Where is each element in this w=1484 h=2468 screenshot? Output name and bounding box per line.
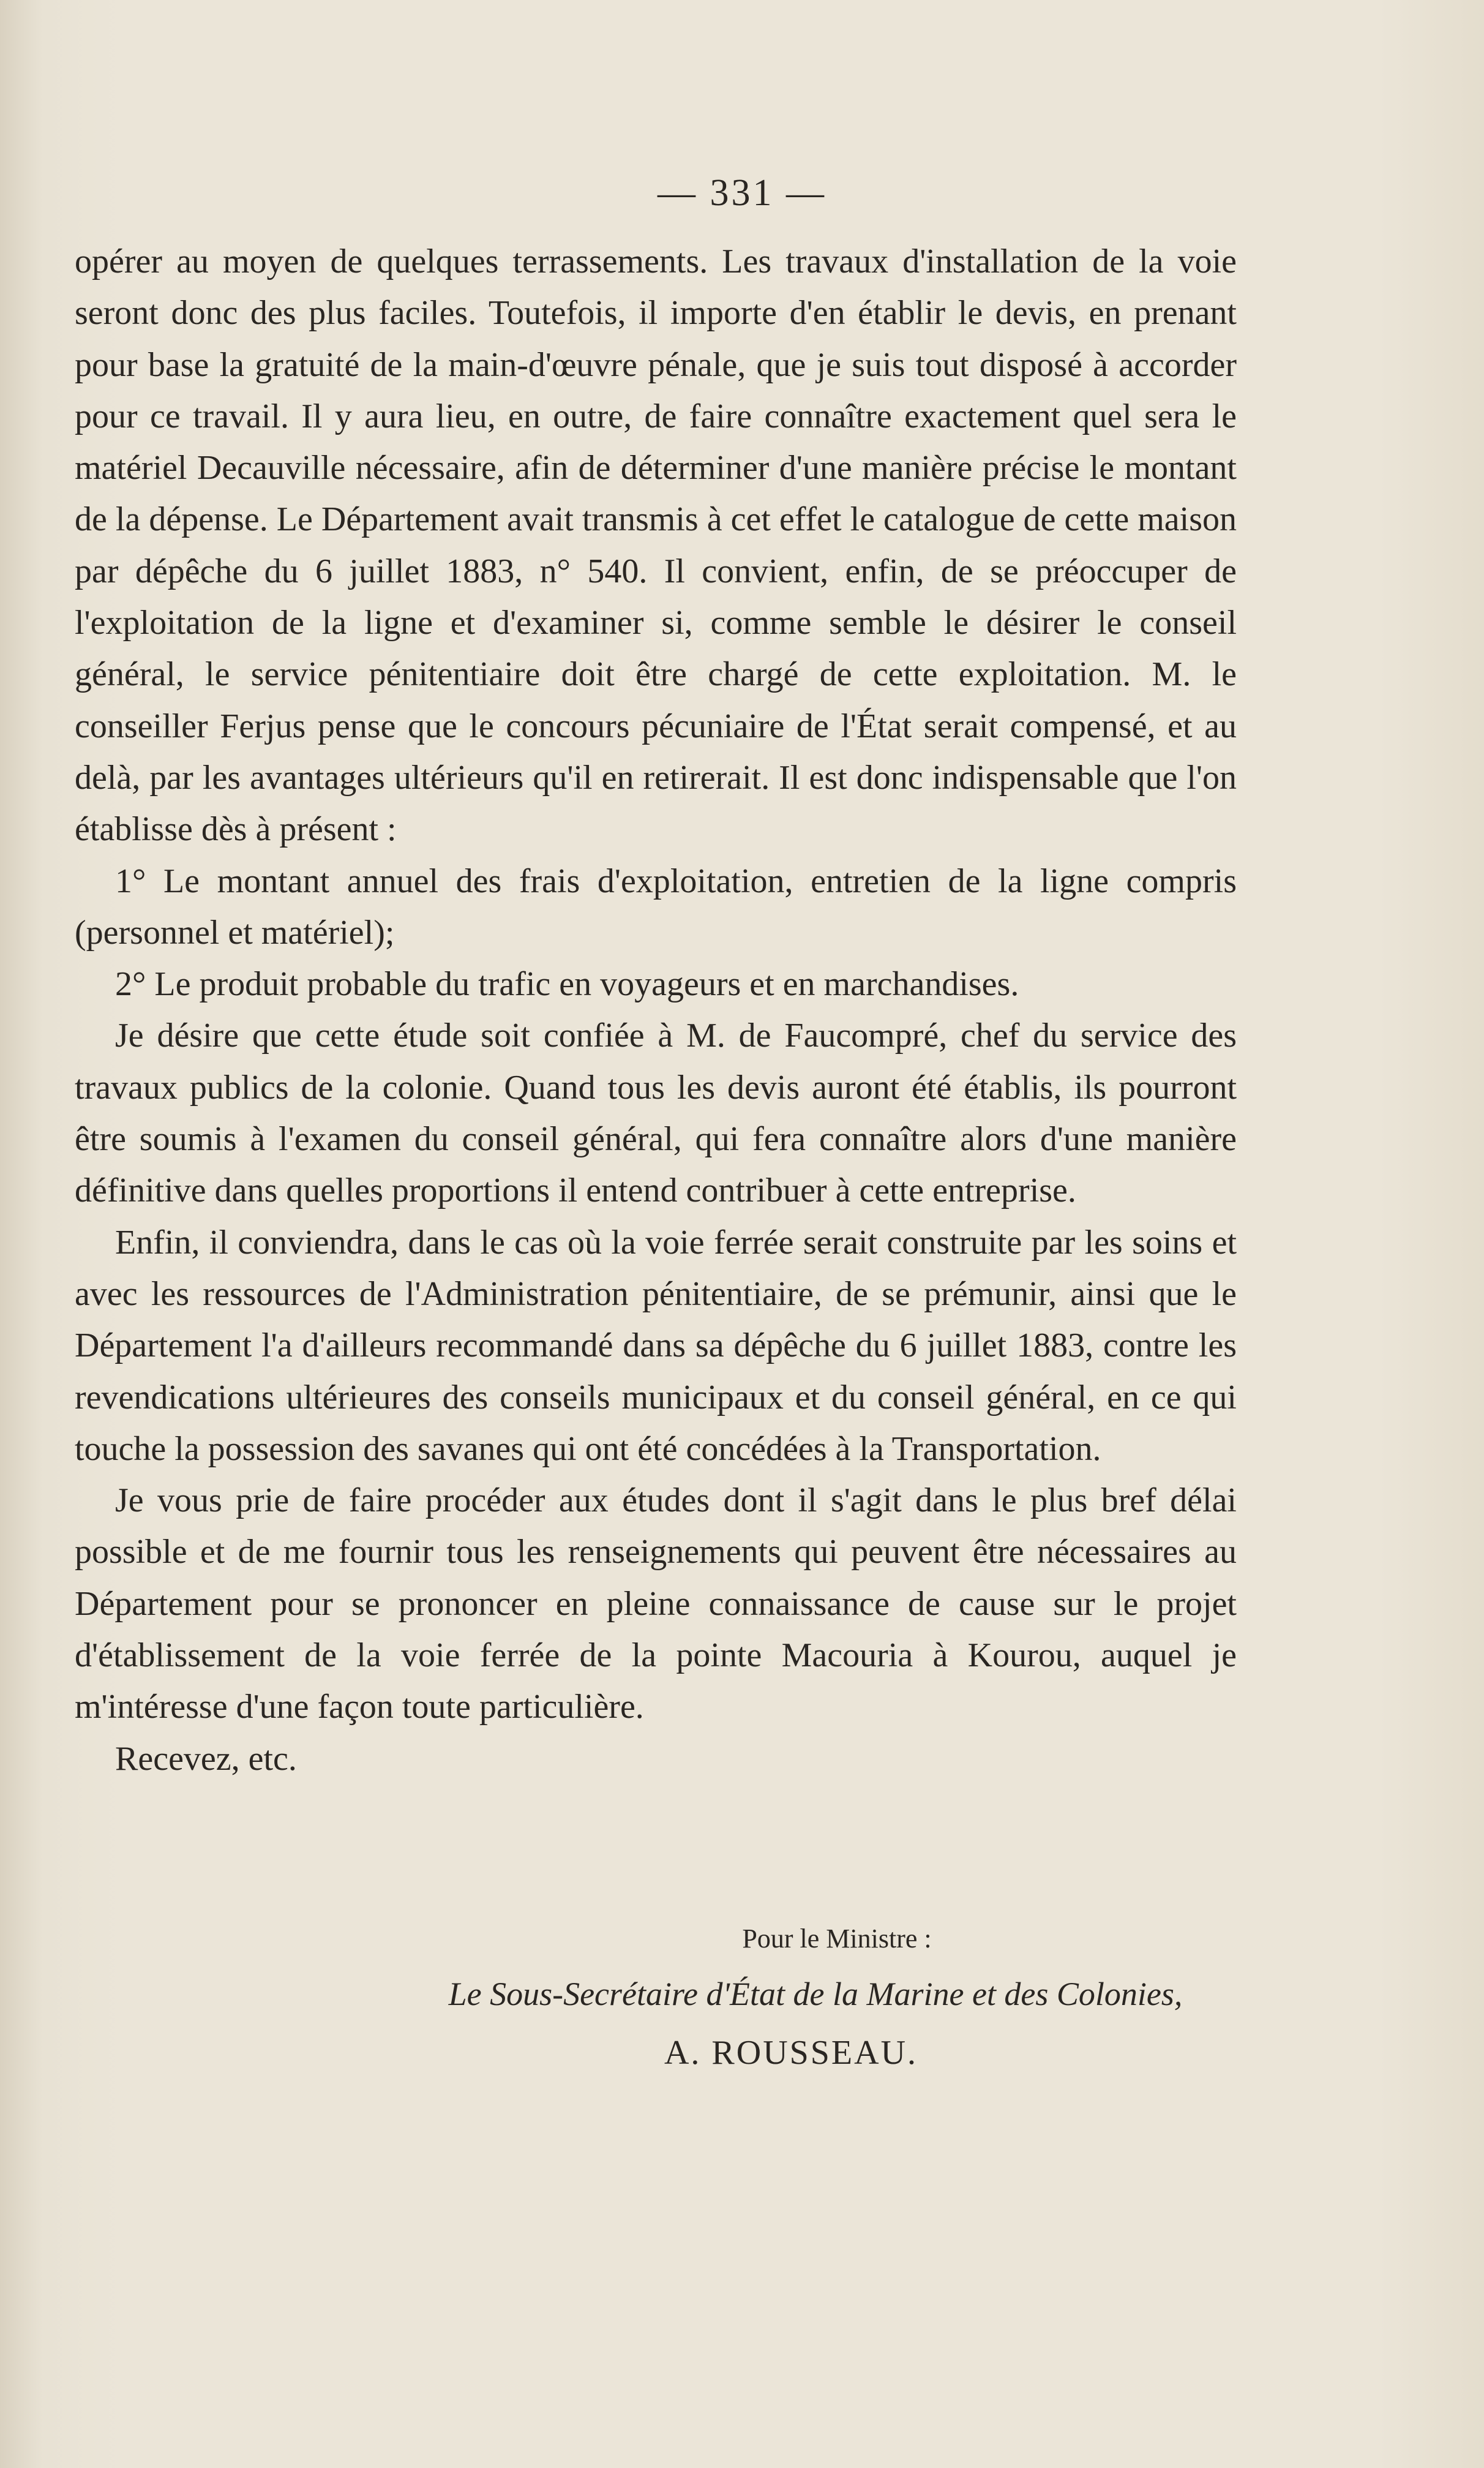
- paragraph-study: Je désire que cette étude soit confiée à M. de Faucompré, chef du service des travaux publics de la colonie. Quand tous les devis auront été établis, ils pourront être soumis à l'examen du conseil général, qui fera connaître alors d'une manière définitive dans quelles proportions il entend contribuer à cette entreprise.: [75, 1017, 1237, 1210]
- signature-name: A. ROUSSEAU.: [664, 2034, 918, 2072]
- paragraph-request: Je vous prie de faire procéder aux études dont il s'agit dans le plus bref délai possible et de me fournir tous les renseignements qui peuvent être nécessaires au Département pour se prononcer en pleine connaissance de cause sur le projet d'établissement de la voie ferrée de la pointe Macouria à Kourou, auquel je m'intéresse d'une façon toute particulière.: [75, 1481, 1237, 1726]
- signature-intro: Pour le Ministre :: [742, 1924, 932, 1954]
- paragraph-closing: Recevez, etc.: [115, 1739, 297, 1778]
- paragraph-continuation: opérer au moyen de quelques terrassements. Les travaux d'installation de la voie seront donc des plus faciles. Toutefois, il importe d'en établir le devis, en prenant pour base la gratuité de la main-d'œuvre pénale, que je suis tout disposé à accorder pour ce travail. Il y aura lieu, en outre, de faire connaître exactement quel sera le matériel Decauville nécessaire, afin de déterminer d'une manière précise le montant de la dépense. Le Département avait transmis à cet effet le catalogue de cette maison par dépêche du 6 juillet 1883, n° 540. Il convient, enfin, de se préoccuper de l'exploitation de la ligne et d'examiner si, comme semble le désirer le conseil général, le service pénitentiaire doit être chargé de cette exploitation. M. le conseiller Ferjus pense que le concours pécuniaire de l'État serait compensé, et au delà, par les avantages ultérieurs qu'il en retirerait. Il est donc indispensable que l'on établisse dès à présent :: [75, 243, 1237, 849]
- signature-title: Le Sous-Secrétaire d'État de la Marine et des Colonies,: [448, 1976, 1183, 2012]
- letter-body: [75, 236, 1237, 1785]
- paragraph-precautions: Enfin, il conviendra, dans le cas où la voie ferrée serait construite par les soins et avec les ressources de l'Administration pénitentiaire, de se prémunir, ainsi que le Département l'a d'ailleurs recommandé dans sa dépêche du 6 juillet 1883, contre les revendications ultérieures des conseils municipaux et du conseil général, en ce qui touche la possession des savanes qui ont été concédées à la Transportation.: [75, 1223, 1237, 1468]
- paragraph-item-1: 1° Le montant annuel des frais d'exploitation, entretien de la ligne compris (personnel et matériel);: [75, 862, 1237, 952]
- page-number: — 331 —: [658, 172, 826, 214]
- paragraph-item-2: 2° Le produit probable du trafic en voyageurs et en marchandises.: [115, 965, 1019, 1004]
